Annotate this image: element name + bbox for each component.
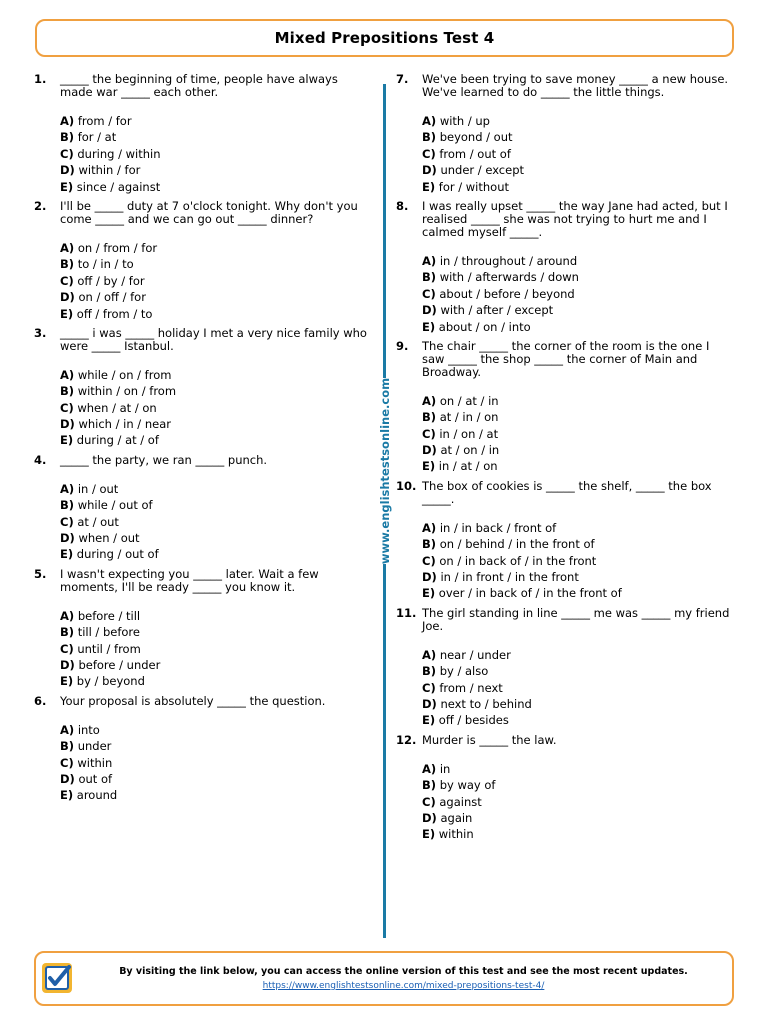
option-letter: A) (422, 393, 437, 408)
option-text: on / at / in (439, 393, 499, 408)
option-text: before / under (78, 657, 161, 672)
option-letter: E) (422, 713, 436, 728)
option-letter: B) (60, 739, 75, 754)
answer-option (422, 777, 736, 793)
answer-option (60, 787, 374, 803)
question-header (34, 327, 374, 353)
answer-option (422, 393, 736, 409)
question-block (396, 607, 736, 729)
option-letter: E) (60, 179, 74, 194)
answer-options (396, 253, 736, 335)
option-text: off / besides (438, 713, 509, 728)
option-letter: E) (60, 788, 74, 803)
option-letter: E) (422, 586, 436, 601)
answer-option (422, 129, 736, 145)
option-text: into (77, 722, 100, 737)
option-text: in / in front / in the front (440, 570, 579, 585)
answer-options (34, 367, 374, 449)
question-number: 11. (396, 605, 417, 620)
answer-option (422, 426, 736, 442)
option-letter: A) (422, 114, 437, 128)
option-letter: C) (422, 553, 436, 568)
answer-option (60, 673, 374, 689)
answer-option (60, 179, 374, 195)
option-letter: C) (60, 755, 74, 770)
questions-left-column (34, 73, 374, 809)
answer-option (422, 113, 736, 129)
option-letter: D) (422, 163, 437, 178)
option-text: when / at / on (77, 400, 157, 415)
option-letter: B) (422, 778, 437, 793)
question-block (396, 340, 736, 475)
answer-option (60, 608, 374, 624)
answer-option (60, 146, 374, 162)
option-text: around (76, 788, 118, 803)
option-letter: A) (60, 481, 75, 496)
option-text: against (439, 794, 482, 809)
option-text: under / except (440, 163, 525, 178)
option-text: before / till (77, 608, 141, 623)
page-title: Mixed Prepositions Test 4 (274, 29, 495, 47)
question-text: Murder is _____ the law. (422, 732, 557, 747)
question-number: 5. (34, 566, 47, 581)
question-block (34, 454, 374, 563)
option-letter: E) (60, 547, 74, 562)
question-block (34, 568, 374, 690)
answer-option (60, 256, 374, 272)
question-block (34, 327, 374, 449)
option-letter: E) (422, 179, 436, 194)
option-letter: E) (60, 306, 74, 321)
answer-option (422, 696, 736, 712)
option-letter: B) (422, 664, 437, 679)
answer-option (60, 657, 374, 673)
option-text: during / within (77, 146, 161, 161)
option-text: within (77, 755, 113, 770)
option-letter: C) (422, 794, 436, 809)
option-letter: C) (422, 426, 436, 441)
footer-text: By visiting the link below, you can access the online version of this test and see the most recent updates. (119, 966, 688, 977)
option-letter: B) (422, 270, 437, 285)
option-text: off / from / to (76, 306, 153, 321)
option-letter: A) (422, 253, 437, 268)
option-letter: D) (422, 303, 437, 318)
answer-option (60, 738, 374, 754)
option-text: during / out of (76, 547, 159, 562)
question-text: The chair _____ the corner of the room is the one I saw _____ the shop _____ the corner of Main and Broadway. (422, 338, 710, 379)
answer-option (422, 409, 736, 425)
answer-option (60, 641, 374, 657)
answer-option (60, 514, 374, 530)
question-block (396, 734, 736, 843)
option-letter: A) (60, 608, 75, 623)
option-letter: B) (60, 130, 75, 145)
question-number: 12. (396, 732, 417, 747)
question-header (34, 568, 374, 594)
answer-option (422, 794, 736, 810)
option-letter: E) (60, 674, 74, 689)
option-text: till / before (77, 625, 140, 640)
question-number: 10. (396, 478, 417, 493)
answer-option (60, 432, 374, 448)
option-letter: D) (60, 771, 75, 786)
option-letter: B) (422, 410, 437, 425)
answer-option (60, 755, 374, 771)
option-letter: C) (60, 273, 74, 288)
option-text: in / out (77, 481, 119, 496)
option-letter: B) (60, 625, 75, 640)
option-text: until / from (77, 641, 141, 656)
option-letter: C) (60, 514, 74, 529)
option-letter: A) (60, 367, 75, 382)
answer-option (60, 481, 374, 497)
question-text: I wasn't expecting you _____ later. Wait a few moments, I'll be ready _____ you know it. (60, 566, 319, 594)
question-number: 2. (34, 198, 47, 213)
question-text: _____ the beginning of time, people have always made war _____ each other. (60, 72, 338, 99)
option-text: from / next (439, 680, 503, 695)
option-text: on / in back of / in the front (439, 553, 597, 568)
answer-option (60, 546, 374, 562)
option-letter: E) (422, 827, 436, 842)
question-header (396, 480, 736, 506)
option-letter: C) (422, 286, 436, 301)
option-letter: B) (422, 130, 437, 145)
checkbox-check-icon (40, 961, 74, 995)
question-text: _____ i was _____ holiday I met a very nice family who were _____ Istanbul. (60, 325, 367, 353)
option-letter: B) (60, 498, 75, 513)
option-text: on / behind / in the front of (439, 537, 595, 552)
question-text: We've been trying to save money _____ a new house. We've learned to do _____ the little things. (422, 72, 729, 99)
option-text: on / off / for (78, 290, 146, 305)
question-text: I was really upset _____ the way Jane had acted, but I realised _____ she was not trying to hurt me and I calmed myself _____. (422, 198, 728, 239)
question-number: 7. (396, 72, 409, 86)
answer-option (422, 536, 736, 552)
option-letter: C) (60, 641, 74, 656)
option-letter: D) (422, 696, 437, 711)
answer-option (422, 553, 736, 569)
answer-option (422, 761, 736, 777)
question-text: The girl standing in line _____ me was _____ my friend Joe. (422, 605, 730, 633)
footer-link[interactable]: https://www.englishtestsonline.com/mixed-prepositions-test-4/ (262, 981, 545, 991)
question-number: 1. (34, 72, 47, 86)
option-text: with / afterwards / down (439, 270, 579, 285)
option-text: with / up (439, 114, 490, 128)
question-number: 9. (396, 338, 409, 353)
answer-options (396, 113, 736, 195)
answer-option (422, 569, 736, 585)
answer-option (422, 712, 736, 728)
questions-right-column (396, 73, 736, 848)
answer-option (60, 771, 374, 787)
option-text: while / out of (77, 498, 153, 513)
answer-options (396, 647, 736, 729)
option-text: when / out (78, 531, 140, 546)
option-text: under (77, 739, 112, 754)
answer-option (60, 162, 374, 178)
option-letter: E) (60, 433, 74, 448)
answer-option (422, 162, 736, 178)
option-text: with / after / except (440, 303, 554, 318)
option-text: from / out of (439, 146, 511, 161)
answer-option (422, 302, 736, 318)
answer-options (34, 240, 374, 322)
option-letter: D) (60, 163, 75, 178)
option-letter: D) (422, 443, 437, 458)
answer-option (422, 826, 736, 842)
option-text: out of (78, 771, 113, 786)
option-letter: A) (60, 114, 75, 128)
option-letter: A) (422, 647, 437, 662)
title-box (35, 19, 734, 57)
question-header (34, 73, 374, 99)
option-letter: B) (422, 537, 437, 552)
option-letter: B) (60, 257, 75, 272)
question-number: 8. (396, 198, 409, 213)
option-text: in (439, 761, 451, 776)
answer-option (60, 416, 374, 432)
question-header (396, 340, 736, 379)
answer-option (60, 400, 374, 416)
footer-box (34, 951, 734, 1006)
option-text: within / for (78, 163, 141, 178)
answer-option (422, 585, 736, 601)
option-letter: D) (60, 531, 75, 546)
answer-option (60, 240, 374, 256)
answer-option (60, 273, 374, 289)
option-text: at / on / in (440, 443, 500, 458)
answer-option (60, 383, 374, 399)
answer-options (396, 761, 736, 843)
answer-option (60, 530, 374, 546)
option-letter: A) (60, 240, 75, 255)
question-text: The box of cookies is _____ the shelf, _____ the box _____. (422, 478, 712, 506)
question-text: _____ the party, we ran _____ punch. (60, 452, 268, 467)
option-text: for / without (438, 179, 510, 194)
answer-option (60, 129, 374, 145)
option-text: beyond / out (439, 130, 513, 145)
question-number: 3. (34, 325, 47, 340)
question-header (34, 695, 374, 708)
option-letter: A) (422, 761, 437, 776)
answer-option (422, 319, 736, 335)
answer-option (60, 113, 374, 129)
answer-options (34, 113, 374, 195)
answer-option (422, 647, 736, 663)
option-text: since / against (76, 179, 161, 194)
question-block (396, 73, 736, 195)
answer-options (34, 481, 374, 563)
option-text: from / for (77, 114, 132, 128)
answer-option (422, 442, 736, 458)
option-letter: C) (422, 680, 436, 695)
option-letter: D) (422, 570, 437, 585)
answer-option (60, 289, 374, 305)
option-letter: D) (60, 417, 75, 432)
option-text: for / at (77, 130, 117, 145)
question-block (396, 480, 736, 602)
option-text: in / in back / front of (439, 520, 557, 535)
option-text: by / beyond (76, 674, 145, 689)
answer-option (60, 497, 374, 513)
answer-option (422, 253, 736, 269)
answer-option (422, 663, 736, 679)
option-letter: A) (422, 520, 437, 535)
answer-option (60, 306, 374, 322)
option-text: while / on / from (77, 367, 172, 382)
option-text: in / on / at (439, 426, 499, 441)
answer-option (60, 624, 374, 640)
option-letter: C) (422, 146, 436, 161)
option-letter: D) (60, 290, 75, 305)
question-block (34, 200, 374, 322)
option-text: over / in back of / in the front of (438, 586, 622, 601)
answer-option (422, 680, 736, 696)
option-text: by way of (439, 778, 496, 793)
option-text: at / out (77, 514, 119, 529)
option-letter: D) (422, 810, 437, 825)
option-text: at / in / on (439, 410, 499, 425)
option-letter: A) (60, 722, 75, 737)
side-url-label (374, 378, 396, 564)
question-header (34, 200, 374, 226)
option-letter: B) (60, 384, 75, 399)
option-text: on / from / for (77, 240, 158, 255)
answer-options (34, 722, 374, 804)
answer-option (422, 458, 736, 474)
question-text: Your proposal is absolutely _____ the question. (60, 693, 326, 708)
option-text: next to / behind (440, 696, 532, 711)
option-text: during / at / of (76, 433, 159, 448)
question-header (396, 73, 736, 99)
question-header (396, 200, 736, 239)
option-text: about / on / into (438, 319, 531, 334)
answer-option (60, 367, 374, 383)
option-text: again (440, 810, 473, 825)
option-text: to / in / to (77, 257, 134, 272)
option-letter: C) (60, 146, 74, 161)
option-letter: D) (60, 657, 75, 672)
answer-option (422, 520, 736, 536)
option-letter: C) (60, 400, 74, 415)
option-text: near / under (439, 647, 511, 662)
answer-options (396, 520, 736, 602)
option-text: off / by / for (77, 273, 145, 288)
question-number: 4. (34, 452, 47, 467)
option-text: within (438, 827, 474, 842)
side-url-text: www.englishtestsonline.com (378, 377, 392, 565)
question-number: 6. (34, 693, 47, 708)
answer-option (422, 179, 736, 195)
option-text: by / also (439, 664, 489, 679)
question-block (34, 73, 374, 195)
question-header (34, 454, 374, 467)
answer-options (396, 393, 736, 475)
option-letter: E) (422, 459, 436, 474)
option-text: in / at / on (438, 459, 498, 474)
answer-option (422, 146, 736, 162)
answer-option (422, 810, 736, 826)
answer-option (60, 722, 374, 738)
option-text: about / before / beyond (439, 286, 575, 301)
question-block (396, 200, 736, 335)
question-block (34, 695, 374, 804)
answer-option (422, 269, 736, 285)
question-header (396, 607, 736, 633)
answer-options (34, 608, 374, 690)
question-text: I'll be _____ duty at 7 o'clock tonight. Why don't you come _____ and we can go out _____ dinner? (60, 198, 358, 226)
option-text: which / in / near (78, 417, 171, 432)
answer-option (422, 286, 736, 302)
option-text: within / on / from (77, 384, 177, 399)
question-header (396, 734, 736, 747)
option-text: in / throughout / around (439, 253, 578, 268)
option-letter: E) (422, 319, 436, 334)
